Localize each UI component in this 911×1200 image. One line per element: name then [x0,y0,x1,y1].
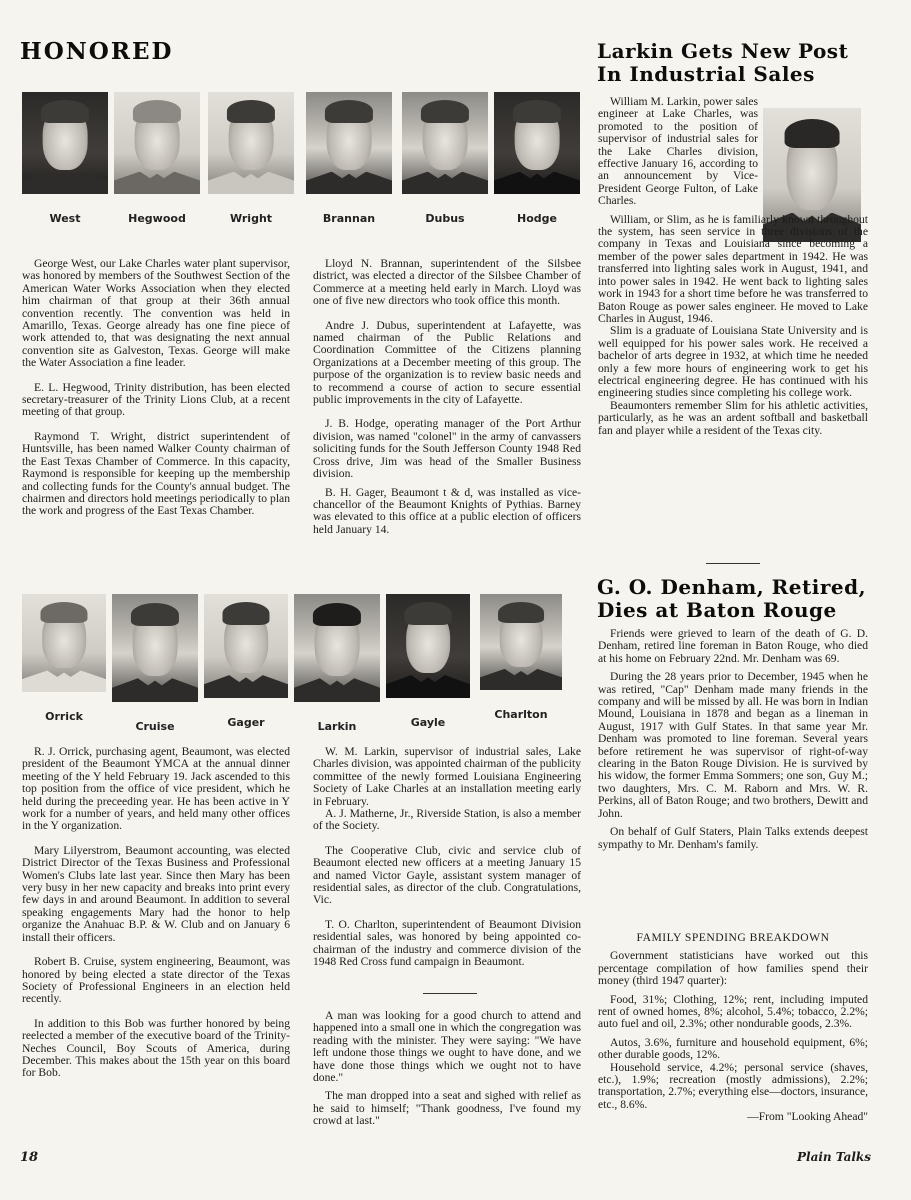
portrait-photo [114,92,200,194]
honored-column-1-bottom [22,746,290,1092]
denham-paragraph: Friends were grieved to learn of the death of G. D. Denham, retired line foreman in Baton Rouge, who died at his home on February 22nd. Mr. Denham was 69. [598,627,868,665]
honored-column-2-bottom [313,746,581,981]
paragraph-charlton: T. O. Charlton, superintendent of Beaumont Division residential sales, was honored by being appointed co-chairman of the industry and commerce division of the 1948 Red Cross fund campaign in Beaumont. [313,917,581,969]
family-spending-heading: FAMILY SPENDING BREAKDOWN [636,931,830,944]
larkin-paragraph-text: William, or Slim, as he is familiarly known throughout the system, has seen service in three divisions of the company in Texas and Louisiana since becoming a member of the power sales department in 1942. He was transferred into lighting sales work in August, 1941, and into power sales in 1942. He went back to lighting sales work in 1943 for a short time before he was transferred to Baton Rouge as power sales engineer. He moved to Lake Charles in August, 1946. [598,212,868,325]
paragraph-lilyerstrom: Mary Lilyerstrom, Beaumont accounting, was elected District Director of the Texas Business and Professional Women's Clubs late last year. Since then Mary has been very busy in her new capacity and breaks into print every few days in and around Beaumont. In addition to several speaking engagements Mary had the honor to help organize the Anahuac B.P. & W. Club and on January 6 install their officers. [22,843,290,944]
section-divider [706,563,760,564]
photo-west [22,92,108,225]
photo-hodge [494,92,580,225]
bottom-photo-row [22,594,562,733]
photo-caption: Brannan [322,212,376,225]
magazine-name: Plain Talks [796,1150,871,1164]
portrait-photo [208,92,294,194]
page-number: 18 [20,1150,39,1165]
photo-hegwood [114,92,200,225]
portrait-photo [22,92,108,194]
paragraph-orrick: R. J. Orrick, purchasing agent, Beaumont, was elected president of the Beaumont YMCA at the annual dinner meeting of the Y held February 19. Jack ascended to this top position from the office of vice president, which he held during the preceeding year. He has been active in Y work for a number of years, and held many other offices in the Y organization. [22,745,290,833]
photo-caption: Hodge [517,212,557,225]
honored-column-1-top [22,258,290,530]
family-spending-box [598,932,868,1136]
paragraph-cruise: Robert B. Cruise, system engineering, Beaumont, was honored by being elected a state director of the Texas Society of Professional Engineers in an election held recently. [22,955,290,1006]
headline-line: Larkin Gets New Post [597,39,849,63]
photo-caption: Charlton [494,708,548,721]
photo-caption: Larkin [317,720,357,733]
photo-caption: Gayle [410,716,446,729]
paragraph-west: George West, our Lake Charles water plant supervisor, was honored by members of the Southwest Section of the American Water Works Association when they elected him chairman of that group at their 36th annual convention recently. The convention was held in Amarillo, Texas. George already has one fine piece of work attended to, that was designating the next annual convention site as Galveston, Texas. George will make the Water Association a fine leader. [22,257,290,370]
larkin-paragraph: William M. Larkin, power sales engineer at Lake Charles, was promoted to the position of supervisor of industrial sales for the Lake Charles division, effective January 16, according to an announcement by Vice-President George Fulton, of Lake Charles. [598,95,758,208]
paragraph-gager: B. H. Gager, Beaumont t & d, was installed as vice-chancellor of the Beaumont Knights of Pythias. Barney was elevated to this office at a public election of officers held January 14. [313,485,581,536]
larkin-paragraph [598,214,868,326]
photo-caption: Dubus [425,212,465,225]
paragraph-larkin: W. M. Larkin, supervisor of industrial sales, Lake Charles division, was appointed chairman of the publicity committee of the newly formed Louisiana Engineering Society of Lake Charles at an installation meeting early in February. [313,745,581,808]
photo-caption: Orrick [45,710,83,723]
paragraph-cruise-scouts: In addition to this Bob was further honored by being reelected a member of the executive board of the Trinity-Neches Council, Boy Scouts of America, during December. This makes about the 15th year on this board for Bob. [22,1016,290,1080]
paragraph-gayle: The Cooperative Club, civic and service club of Beaumont elected new officers at a meeting January 15 and named Victor Gayle, assistant system manager of residential sales, as director of the club. Congratulations, Vic. [313,843,581,907]
photo-caption: West [49,212,81,225]
photo-gayle [386,594,470,733]
paragraph-hegwood: E. L. Hegwood, Trinity distribution, has been elected secretary-treasurer of the Trinity Lions Club, at a recent meeting of that group. [22,380,290,419]
paragraph-matherne: A. J. Matherne, Jr., Riverside Station, is also a member of the Society. [313,807,581,833]
larkin-paragraph: Slim is a graduate of Louisiana State University and is well equipped for his power sales work. He received a bachelor of arts degree in 1932, at which time he needed only a few more hours of engineering work to get his electrical engineering degree. He has continued with his engineering studies since completing his college work. [598,324,868,400]
photo-dubus [402,92,488,225]
spending-paragraph: Government statisticians have worked out this percentage compilation of how families spend their money (third 1947 quarter): [598,949,868,988]
larkin-article-body [598,96,868,437]
headline-line: Dies at Baton Rouge [597,598,837,622]
photo-caption: Wright [229,212,273,225]
honored-column-2-top [313,258,581,548]
anecdote-punchline: The man dropped into a seat and sighed with relief as he said to himself; "Thank goodness, I've found my crowd at last." [313,1089,581,1128]
photo-larkin [294,594,380,733]
photo-caption: Hegwood [128,212,186,225]
paragraph-hodge: J. B. Hodge, operating manager of the Port Arthur division, was named "colonel" in the army of canvassers soliciting funds for the South Jefferson County 1948 Red Cross drive, Jim was head of the Smaller Business division. [313,417,581,481]
paragraph-brannan: Lloyd N. Brannan, superintendent of the Silsbee district, was elected a director of the Silsbee Chamber of Commerce at a meeting held early in March. Lloyd was one of five new directors who took office this month. [313,257,581,308]
portrait-photo [204,594,288,698]
headline-line: G. O. Denham, Retired, [597,575,867,599]
larkin-article-headline [597,40,848,86]
portrait-photo [402,92,488,194]
spending-paragraph: Household service, 4.2%; personal service (shaves, etc.), 1.9%; recreation (mostly admissions), 2.2%; transportation, 2.7%; everything else—doctors, insurance, etc., 8.6%. [598,1060,868,1111]
photo-orrick [22,594,106,733]
spending-source: —From "Looking Ahead" [747,1110,868,1124]
portrait-photo [112,594,198,702]
photo-cruise [112,594,198,733]
denham-article-body [598,628,868,863]
portrait-photo [306,92,392,194]
section-divider [423,993,477,994]
filler-anecdote [313,1010,581,1140]
photo-brannan [306,92,392,225]
portrait-photo [294,594,380,702]
spending-paragraph: Food, 31%; Clothing, 12%; rent, including imputed rent of owned homes, 8%; alcohol, 5.4%; tobacco, 2.2%; auto fuel and oil, 2.3%; other nondurable goods, 2.3%. [598,992,868,1031]
larkin-paragraph: Beaumonters remember Slim for his athletic activities, particularly, as he was an ardent softball and basketball fan and player while a resident of the Texas city. [598,398,868,437]
photo-wright [208,92,294,225]
photo-caption: Cruise [135,720,175,733]
paragraph-dubus: Andre J. Dubus, superintendent at Lafayette, was named chairman of the Public Relations and Coordination Committee of the Citizens planning Organizations at a December meeting of this group. The purpose of the organization is to review basic needs and to recommend a course of action to secure essential public improvements in the city of Lafayette. [313,318,581,407]
denham-article-headline [597,576,866,622]
photo-caption: Gager [227,716,265,729]
portrait-photo [386,594,470,698]
denham-paragraph: During the 28 years prior to December, 1945 when he was retired, "Cap" Denham made many friends in the company and will be missed by all. He was born in Indian Mound, Louisiana in 1878 and began as a lineman in August, 1917 with Gulf States. In that same year Mr. Denham was promoted to line foreman. Several years before retirement he was supervisor of right-of-way clearing in the Baton Rouge Division. He is survived by his widow, the former Emma Sommers; one son, Guy M.; two daughters, Mrs. C. M. Raborn and Mrs. W. R. Perkins, all of Baton Rouge; and two brothers, Dewitt and John. [598,670,868,820]
portrait-photo [480,594,562,690]
headline-line: In Industrial Sales [597,62,815,86]
portrait-photo [494,92,580,194]
denham-paragraph: On behalf of Gulf Staters, Plain Talks extends deepest sympathy to Mr. Denham's family. [598,825,868,851]
portrait-photo [22,594,106,692]
honored-heading: HONORED [20,38,174,65]
photo-gager [204,594,288,733]
photo-charlton [480,594,562,733]
anecdote-paragraph: A man was looking for a good church to attend and happened into a small one in which the congregation was reading with the minister. They were saying: "We have left undone those things we ought to have done, and we have done those things which we ought not to have done." [313,1009,581,1085]
top-photo-row [22,92,580,225]
spending-paragraph: Autos, 3.6%, furniture and household equipment, 6%; other durable goods, 12%. [598,1035,868,1062]
paragraph-wright: Raymond T. Wright, district superintendent of Huntsville, has been named Walker County chairman of the East Texas Chamber of Commerce. In this capacity, Raymond is responsible for keeping up the membership and collecting funds for the County's annual budget. The chairmen and directors hold meetings periodically to plan the work and progress of the East Texas Chamber. [22,429,290,518]
